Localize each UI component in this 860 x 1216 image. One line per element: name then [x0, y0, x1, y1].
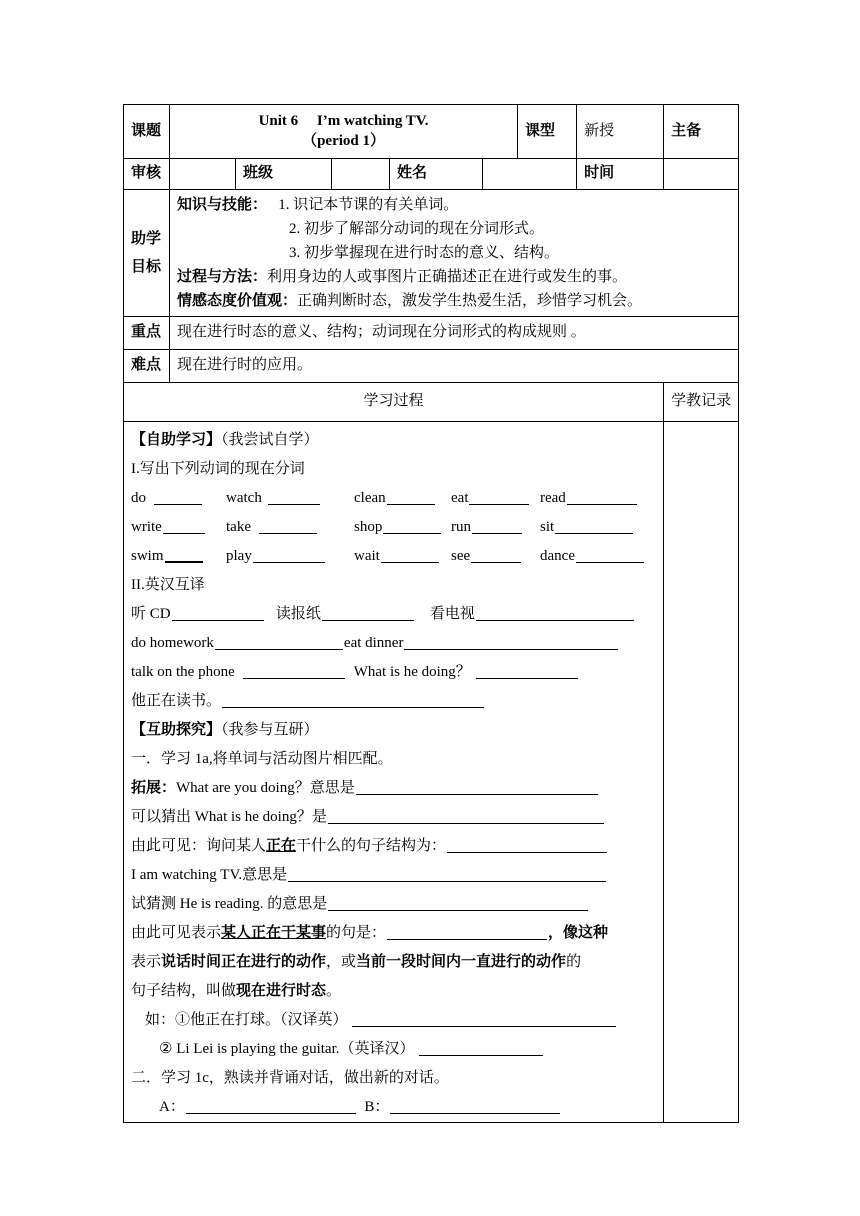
- type-value: 新授: [577, 105, 664, 159]
- answer-blank[interactable]: [387, 923, 547, 940]
- dialogue-a-label: A：: [159, 1099, 185, 1115]
- answer-blank[interactable]: [387, 488, 435, 505]
- title-text: I’m watching TV.: [316, 113, 429, 129]
- difficulty-label: 难点: [124, 350, 170, 383]
- step2-text: 二．学习 1c，熟读并背诵对话，做出新的对话。: [131, 1070, 449, 1086]
- step1-text: 一．学习 1a,将单词与活动图片相匹配。: [131, 751, 393, 767]
- sentence-text: I am watching TV.意思是: [131, 867, 288, 883]
- answer-blank[interactable]: [472, 517, 522, 534]
- answer-blank[interactable]: [222, 691, 484, 708]
- answer-blank[interactable]: [381, 546, 439, 563]
- process-content: 【自助学习】（我尝试自学） I.写出下列动词的现在分词 do watch clean eat read write take shop run sit swim play wait see dance II.英汉互译 听 CD 读报纸 看电视 do homework eat dinner talk on the phone What is he doing？ 他正在读书。 【互助探究】（我参与互研） 一．学习 1a,将单词与活动图片相匹配。 拓展：What are you doing？意思是 可以猜出 What is he doing？是 由此可见：询问某人正在干什么的句子结构为： I am watching TV.意思是 试猜测 He is reading. 的意思是 由此可见表示某人正在干某事的句是： ，像这种 表示说话时间正在进行的动作，或当前一段时间内一直进行的动作的 句子结构，叫做现在进行时态。 如：①他正在打球。（汉译英） ② Li Lei is playing the guitar.（英译汉） 二．学习 1c，熟读并背诵对话，做出新的对话。 A： B：: [124, 422, 664, 1123]
- name-field[interactable]: [483, 159, 577, 190]
- difficulty-row: [124, 350, 739, 383]
- example-2: ② Li Lei is playing the guitar.（英译汉）: [159, 1041, 415, 1057]
- key-label: 重点: [124, 317, 170, 350]
- answer-blank[interactable]: [419, 1039, 543, 1056]
- translation-row: talk on the phone What is he doing？: [131, 658, 663, 687]
- header-row: [124, 105, 739, 159]
- extension-text: What are you doing？意思是: [176, 780, 355, 796]
- answer-blank[interactable]: [476, 604, 634, 621]
- answer-blank[interactable]: [469, 488, 529, 505]
- answer-blank[interactable]: [567, 488, 637, 505]
- cooperative-heading: 【互助探究】: [131, 722, 222, 738]
- type-label: 课型: [518, 105, 577, 159]
- answer-blank[interactable]: [471, 546, 521, 563]
- translation-row: 听 CD 读报纸 看电视: [131, 600, 663, 629]
- self-study-heading: 【自助学习】: [131, 432, 222, 448]
- lead-label: 主备: [664, 105, 739, 159]
- class-label: 班级: [236, 159, 332, 190]
- goals-row: [124, 190, 739, 317]
- guess-text: 可以猜出 What is he doing？是: [131, 809, 327, 825]
- unit-label: Unit 6: [258, 113, 299, 129]
- process-header-row: [124, 383, 739, 422]
- emphasis-text: 某人正在干某事: [221, 925, 327, 941]
- notes-column[interactable]: [664, 422, 739, 1123]
- time-field[interactable]: [664, 159, 739, 190]
- answer-blank[interactable]: [404, 633, 618, 650]
- part2-label: II.英汉互译: [131, 577, 205, 593]
- answer-blank[interactable]: [215, 633, 343, 650]
- review-row: [124, 159, 739, 190]
- period-text: （period 1）: [302, 132, 385, 149]
- verb-row: do watch clean eat read: [131, 484, 663, 513]
- self-study-note: （我尝试自学）: [221, 432, 319, 448]
- answer-blank[interactable]: [288, 865, 606, 882]
- answer-blank[interactable]: [165, 545, 203, 563]
- answer-blank[interactable]: [447, 836, 607, 853]
- answer-blank[interactable]: [186, 1097, 356, 1114]
- answer-blank[interactable]: [322, 604, 414, 621]
- verb-row: swim play wait see dance: [131, 542, 663, 571]
- answer-blank[interactable]: [154, 488, 202, 505]
- notes-title: 学教记录: [664, 383, 739, 422]
- review-field[interactable]: [170, 159, 236, 190]
- answer-blank[interactable]: [476, 662, 578, 679]
- answer-blank[interactable]: [172, 604, 264, 621]
- extension-label: 拓展：: [131, 780, 177, 796]
- answer-blank[interactable]: [576, 546, 644, 563]
- answer-blank[interactable]: [383, 517, 441, 534]
- example-1: 如：①他正在打球。（汉译英）: [145, 1012, 348, 1028]
- part1-label: I.写出下列动词的现在分词: [131, 461, 305, 477]
- process-label: 过程与方法：: [177, 269, 268, 285]
- answer-blank[interactable]: [352, 1010, 616, 1027]
- review-label: 审核: [124, 159, 170, 190]
- emphasis-text: 当前一段时间内一直进行的动作: [356, 954, 567, 970]
- dialogue-b-label: B：: [364, 1099, 390, 1115]
- answer-blank[interactable]: [268, 488, 320, 505]
- cooperative-note: （我参与互研）: [221, 722, 319, 738]
- knowledge-label: 知识与技能：: [177, 197, 268, 213]
- answer-blank[interactable]: [555, 517, 633, 534]
- emphasis-text: 说话时间正在进行的动作: [161, 954, 327, 970]
- answer-blank[interactable]: [253, 546, 325, 563]
- translation-row: 他正在读书。: [131, 687, 663, 716]
- sentence-text: 试猜测 He is reading. 的意思是: [131, 896, 328, 912]
- lesson-plan-table: [123, 104, 739, 1123]
- answer-blank[interactable]: [328, 807, 604, 824]
- name-label: 姓名: [390, 159, 483, 190]
- knowledge-item: 3. 初步掌握现在进行时态的意义、结构。: [289, 245, 560, 261]
- translation-row: do homework eat dinner: [131, 629, 663, 658]
- answer-blank[interactable]: [259, 517, 317, 534]
- key-text: 现在进行时态的意义、结构；动词现在分词形式的构成规则 。: [170, 317, 739, 350]
- answer-blank[interactable]: [243, 662, 345, 679]
- emphasis-text: 正在: [266, 838, 297, 854]
- verb-row: write take shop run sit: [131, 513, 663, 542]
- process-row: [124, 422, 739, 1123]
- goals-label: 助学 目标: [124, 190, 170, 317]
- emotion-text: 正确判断时态，激发学生热爱生活，珍惜学习机会。: [297, 293, 643, 309]
- answer-blank[interactable]: [390, 1097, 560, 1114]
- process-title: 学习过程: [124, 383, 664, 422]
- topic-label: 课题: [124, 105, 170, 159]
- answer-blank[interactable]: [356, 778, 598, 795]
- time-label: 时间: [577, 159, 664, 190]
- goals-content: [170, 190, 739, 317]
- class-field[interactable]: [332, 159, 390, 190]
- key-row: [124, 317, 739, 350]
- process-text: 利用身边的人或事图片正确描述正在进行或发生的事。: [267, 269, 628, 285]
- answer-blank[interactable]: [163, 517, 205, 534]
- lesson-title: [170, 105, 518, 159]
- difficulty-text: 现在进行时的应用。: [170, 350, 739, 383]
- emotion-label: 情感态度价值观：: [177, 293, 298, 309]
- knowledge-item: 1. 识记本节课的有关单词。: [278, 197, 459, 213]
- knowledge-item: 2. 初步了解部分动词的现在分词形式。: [289, 221, 545, 237]
- answer-blank[interactable]: [328, 894, 588, 911]
- emphasis-text: 现在进行时态: [236, 983, 327, 999]
